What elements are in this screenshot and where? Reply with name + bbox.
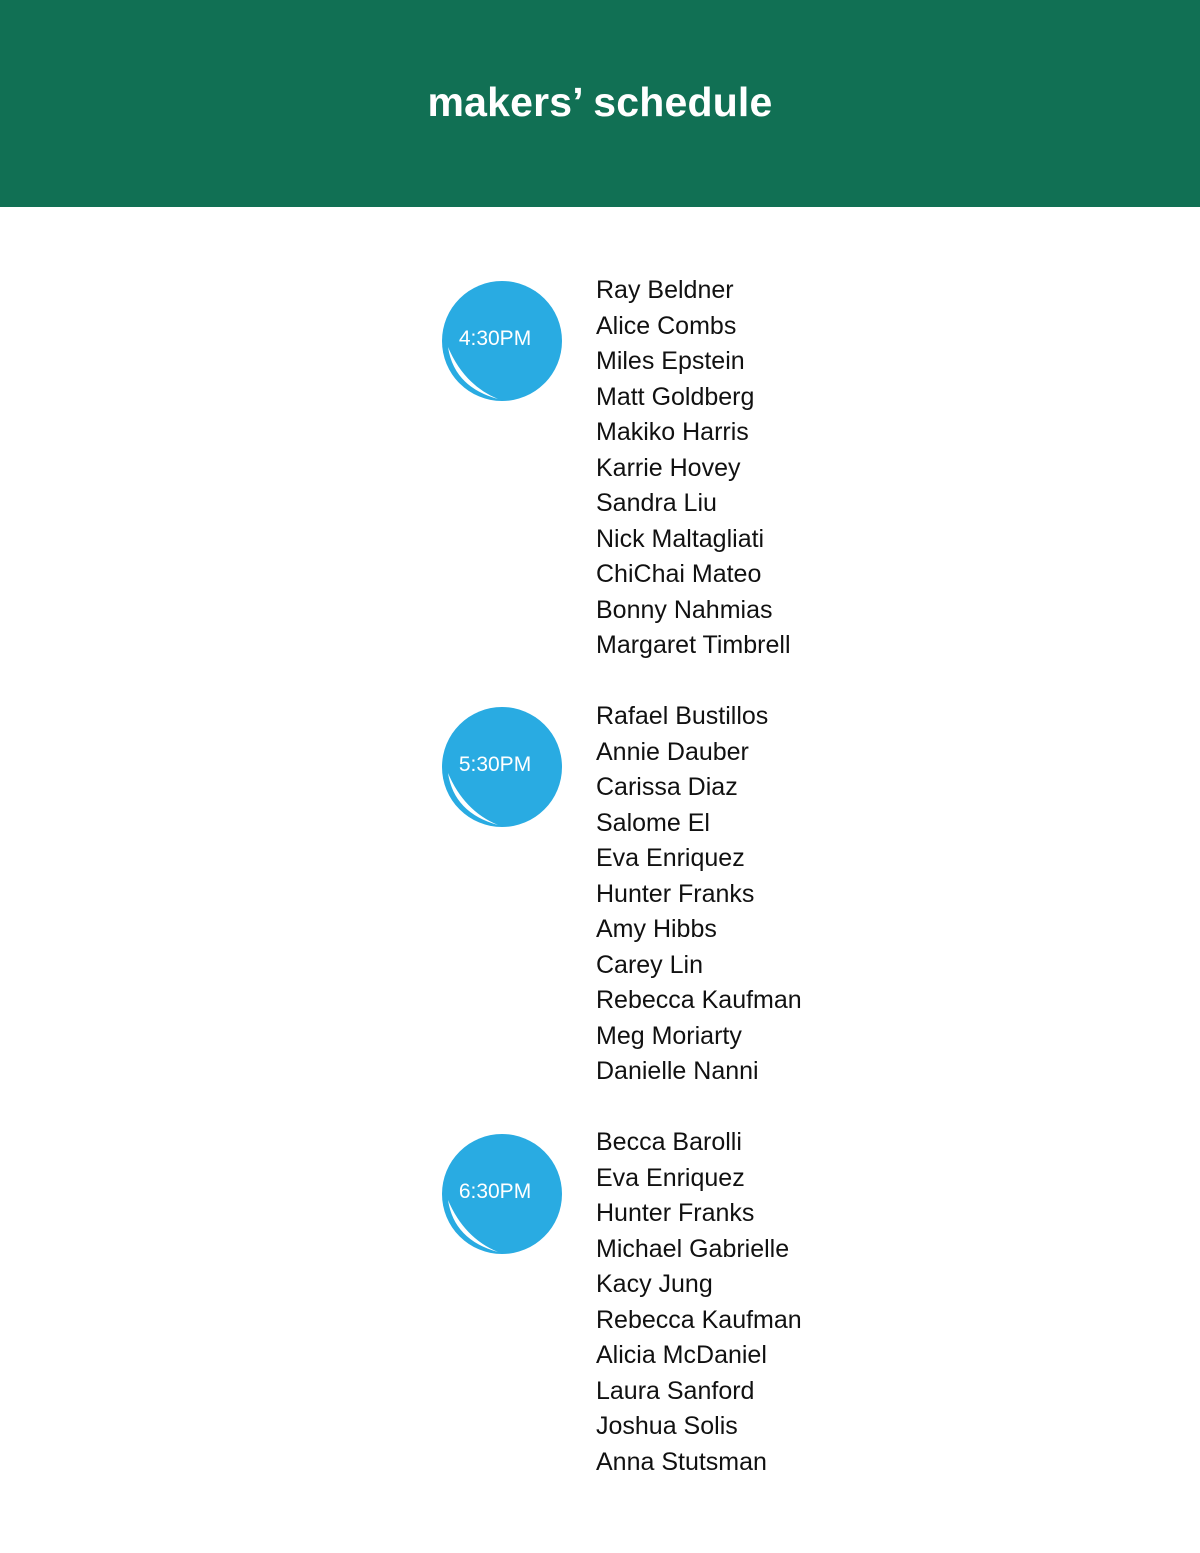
- list-item: Bonny Nahmias: [596, 595, 773, 624]
- list-item: Eva Enriquez: [596, 844, 745, 872]
- list-item: Alice Combs: [596, 311, 737, 340]
- maker-list: [596, 273, 791, 664]
- session-time: 5:30PM: [458, 753, 532, 776]
- list-item: Joshua Solis: [596, 1412, 738, 1440]
- list-item: ChiChai Mateo: [596, 560, 762, 588]
- list-item: Rebecca Kaufman: [596, 986, 802, 1014]
- header-banner: [0, 0, 1200, 207]
- list-item: Salome El: [596, 808, 710, 837]
- list-item: Carissa Diaz: [596, 773, 738, 801]
- list-item: Hunter Franks: [596, 879, 755, 908]
- list-item: Meg Moriarty: [596, 1021, 742, 1050]
- session-time: 6:30PM: [458, 1180, 532, 1203]
- list-item: Danielle Nanni: [596, 1057, 759, 1085]
- list-item: Eva Enriquez: [596, 1163, 745, 1192]
- list-item: Makiko Harris: [596, 418, 749, 446]
- list-item: Alicia McDaniel: [596, 1341, 767, 1369]
- time-badge: [442, 1134, 562, 1254]
- list-item: Annie Dauber: [596, 737, 749, 766]
- time-badge: [442, 281, 562, 401]
- list-item: Carey Lin: [596, 950, 703, 979]
- list-item: Rebecca Kaufman: [596, 1305, 802, 1334]
- list-item: Rafael Bustillos: [596, 702, 769, 730]
- maker-list: [596, 1125, 802, 1480]
- list-item: Anna Stutsman: [596, 1447, 767, 1476]
- list-item: Amy Hibbs: [596, 915, 717, 943]
- list-item: Becca Barolli: [596, 1128, 742, 1156]
- session-time: 4:30PM: [458, 327, 532, 350]
- list-item: Margaret Timbrell: [596, 631, 791, 659]
- time-badge: [442, 707, 562, 827]
- list-item: Hunter Franks: [596, 1199, 755, 1227]
- list-item: Kacy Jung: [596, 1270, 713, 1298]
- list-item: Michael Gabrielle: [596, 1234, 790, 1263]
- maker-list: [596, 699, 802, 1090]
- page-title: makers’ schedule: [427, 79, 773, 125]
- list-item: Laura Sanford: [596, 1376, 755, 1405]
- list-item: Miles Epstein: [596, 347, 745, 375]
- list-item: Nick Maltagliati: [596, 524, 765, 553]
- list-item: Matt Goldberg: [596, 382, 755, 411]
- list-item: Karrie Hovey: [596, 453, 741, 482]
- list-item: Sandra Liu: [596, 489, 717, 517]
- list-item: Ray Beldner: [596, 276, 734, 304]
